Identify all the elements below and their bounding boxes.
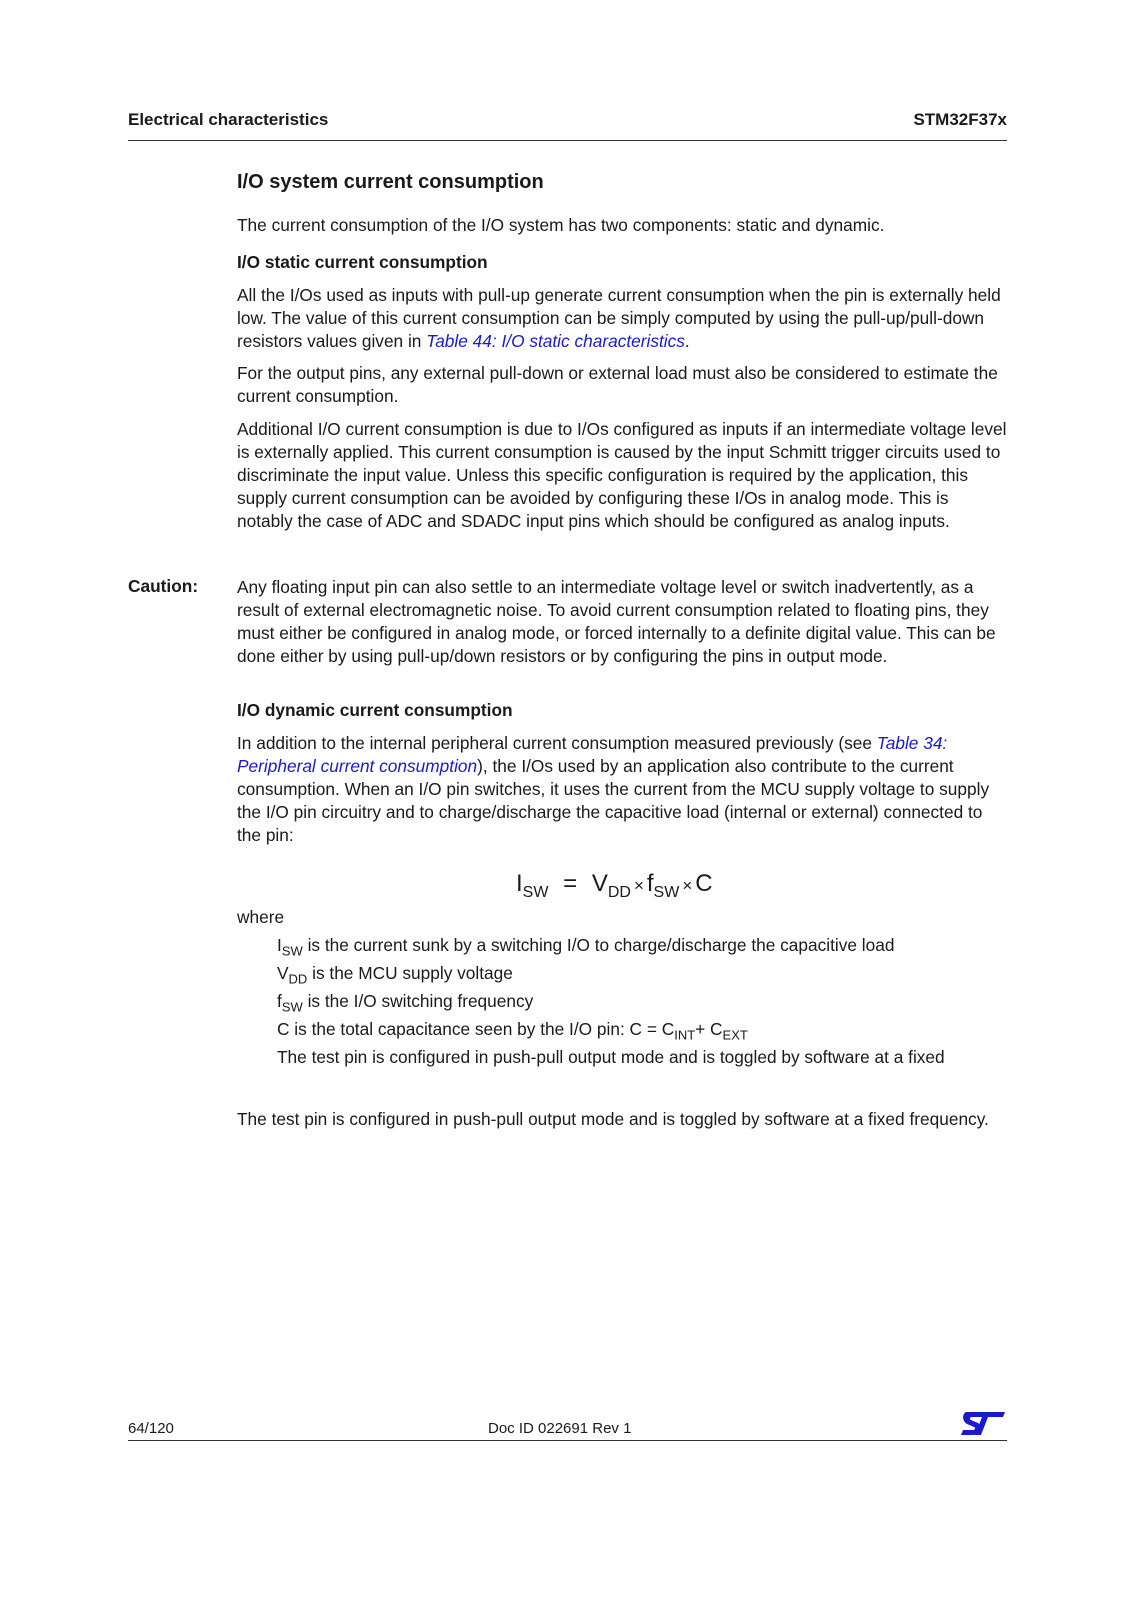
doc-id: Doc ID 022691 Rev 1 [488, 1420, 632, 1437]
static-paragraph-1-text: All the I/Os used as inputs with pull-up generate current consumption when the pin is externally held low. The value of this current consumption can be simply computed by using the pull-up/pull-down resistors values given in [237, 285, 1001, 351]
dynamic-paragraph [237, 732, 1007, 847]
definition-fsw-subscript: SW [281, 999, 303, 1015]
formula-c-symbol: C [695, 870, 713, 897]
definition-vdd [277, 962, 1017, 990]
definition-isw-subscript: SW [281, 943, 303, 959]
where-label: where [237, 907, 285, 927]
formula-fsw-symbol: f [646, 870, 654, 897]
definition-isw [277, 934, 1017, 962]
static-paragraph-2: For the output pins, any external pull-down or external load must also be considered to estimate the current consumption. [237, 363, 998, 406]
definition-isw-text: is the current sunk by a switching I/O to charge/discharge the capacitive load [302, 935, 895, 955]
footer-rule [128, 1440, 1007, 1441]
formula-vdd-symbol: V [591, 870, 608, 897]
dynamic-paragraph-end: ), the I/Os used by an application also contribute to the current consumption. When an I/O pin switches, it uses the current from the MCU supply voltage to supply the I/O pin circuitry and to charge/discharge the capacitive load (internal or external) connected to the pin: [237, 756, 990, 845]
formula-equals: = [563, 870, 578, 897]
formula-vdd-subscript: DD [607, 883, 631, 901]
table34-link[interactable]: Table 34: Peripheral current consumption [237, 733, 948, 776]
header-rule [128, 140, 1007, 141]
dynamic-subheading: I/O dynamic current consumption [237, 700, 513, 720]
definition-vdd-text: is the MCU supply voltage [307, 963, 513, 983]
definition-c-plus: + C [695, 1019, 723, 1039]
formula-times-1: × [633, 876, 644, 895]
static-paragraph-1 [237, 284, 1007, 353]
running-header-section: Electrical characteristics [128, 110, 329, 129]
static-paragraph-3: Additional I/O current consumption is due to I/Os configured as inputs if an intermediate voltage level is externally applied. This current consumption is caused by the input Schmitt trigger circuits used to discriminate the input value. Unless this specific configuration is required by the application, this supply current consumption can be avoided by configuring these I/Os in analog mode. This is notably the case of ADC and SDADC input pins which should be configured as analog inputs. [237, 419, 1007, 531]
page-number: 64/120 [128, 1420, 174, 1437]
static-paragraph-1-end: . [684, 331, 690, 351]
static-subheading: I/O static current consumption [237, 252, 488, 272]
dynamic-paragraph-text: In addition to the internal peripheral current consumption measured previously (see [237, 733, 877, 753]
definition-fsw-symbol: f [277, 991, 282, 1011]
formula-times-2: × [682, 876, 693, 895]
formula-fsw-subscript: SW [653, 883, 680, 901]
formula-isw-subscript: SW [522, 883, 549, 901]
st-logo-icon [960, 1410, 1006, 1437]
definition-c-int-subscript: INT [674, 1027, 696, 1043]
definition-c [277, 1018, 1017, 1046]
caution-label: Caution: [128, 576, 199, 596]
caution-text: Any floating input pin can also settle to an intermediate voltage level or switch inadvertently, as a result of external electromagnetic noise. To avoid current consumption related to floating pins, they must either be configured in analog mode, or forced internally to a definite digital value. This can be done either by using pull-up/down resistors or by configuring the pins in output mode. [237, 577, 996, 666]
table44-link[interactable]: Table 44: I/O static characteristics [426, 331, 685, 351]
final-paragraph: The test pin is configured in push-pull output mode and is toggled by software at a fixed frequency. [237, 1109, 989, 1129]
definition-extra-line: The test pin is configured in push-pull output mode and is toggled by software at a fixed [277, 1047, 945, 1067]
definition-vdd-subscript: DD [288, 971, 308, 987]
isw-formula [516, 870, 713, 902]
formula-isw-symbol: I [516, 870, 523, 897]
intro-paragraph: The current consumption of the I/O system has two components: static and dynamic. [237, 215, 885, 235]
definition-isw-symbol: I [277, 935, 282, 955]
section-title: I/O system current consumption [237, 171, 544, 193]
definition-vdd-symbol: V [277, 963, 289, 983]
definition-fsw-text: is the I/O switching frequency [302, 991, 534, 1011]
definition-c-text: C is the total capacitance seen by the I/O pin: C = C [277, 1019, 675, 1039]
definition-fsw [277, 990, 1017, 1018]
definition-c-ext-subscript: EXT [722, 1027, 748, 1043]
running-header-product: STM32F37x [913, 110, 1007, 129]
